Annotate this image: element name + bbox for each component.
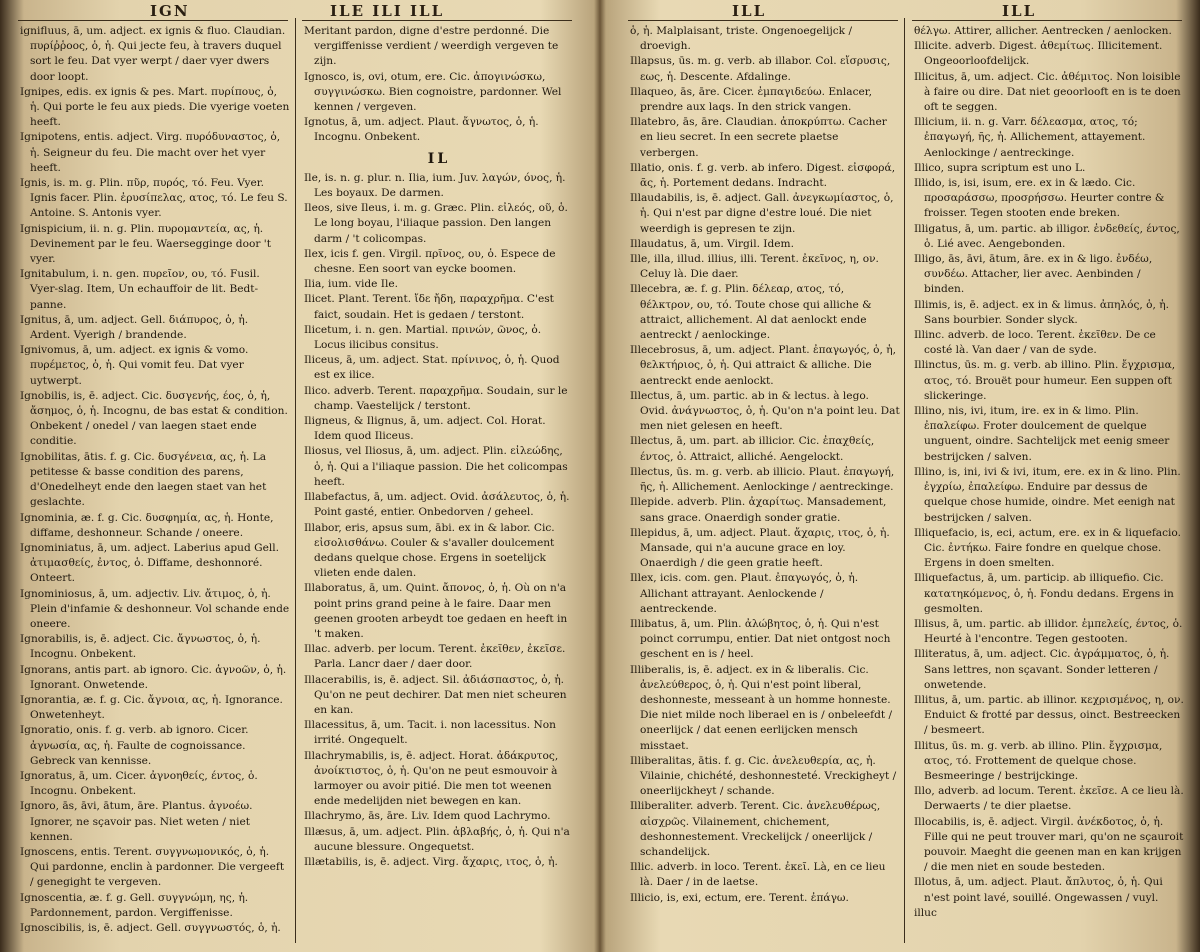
dictionary-entry: Ignominiatus, ā, um. adject. Laberius apud Gell. ἀτιμασθείς, ἐντος, ὁ. Diffame, deshonnoré. Onteert. [20,541,280,585]
dictionary-entry: Illapsus, ūs. m. g. verb. ab illabor. Col. εἴσρυσις, εως, ἡ. Descente. Afdalinge. [630,55,891,83]
dictionary-entry: Illigo, ās, āvi, ātum, āre. ex in & ligo. ἐνδέω, συνδέω. Attacher, lier avec. Aenbinden / binden. [914,253,1153,296]
dictionary-entry: Ignosco, is, ovi, otum, ere. Cic. ἀπογινώσκω, συγγινώσκω. Bien cognoistre, pardonner. Wel kennen / vergeven. [304,70,562,114]
header-rule [302,20,572,21]
dictionary-entry: Ignipotens, entis. adject. Virg. πυρόδυναστος, ὁ, ἡ. Seigneur du feu. Die macht over het vyer heeft. [20,131,281,174]
left-page-column-2 [304,24,574,950]
dictionary-entry: Illibatus, ā, um. Plin. ἀλώβητος, ὁ, ἡ. Qui n'est poinct corrumpu, entier. Dat niet ontgost noch geschent en is / heel. [630,617,891,661]
dictionary-entry: Illectus, ūs. m. g. verb. ab illicio. Plaut. ἐπαγωγή, ῆς, ἡ. Allichement. Aenlockinge / aentreckinge. [630,465,895,494]
dictionary-entry: Ignoratus, ā, um. Cicer. ἀγνοηθείς, έντος, ὁ. Incognu. Onbekent. [20,769,258,798]
dictionary-entry: Ignis, is. m. g. Plin. πῦρ, πυρός, τό. Feu. Vyer. Ignis facer. Plin. ἐρυσίπελας, ατος, τό. Le feu S. Antoine. S. Antonis vyer. [20,177,288,220]
left-page-header-left: IGN [150,2,190,20]
dictionary-entry: Illectus, ā, um. part. ab illicior. Cic. ἐπαχθείς, έντος, ὁ. Attraict, alliché. Aengelockt. [630,435,875,463]
dictionary-entry: Illacessitus, ā, um. Tacit. i. non lacessitus. Non irrité. Ongequelt. [304,719,556,747]
dictionary-entry: Ilico. adverb. Terent. παραχρῆμα. Soudain, sur le champ. Vaestelijck / terstont. [304,384,568,412]
dictionary-entry: Illisus, ā, um. partic. ab illidor. ἐμπελείς, έντος, ὁ. Heurté à l'encontre. Tegen gestooten. [914,617,1183,646]
dictionary-entry: Ilicet. Plant. Terent. ἴδε ἤδη, παραχρῆμα. C'est faict, soudain. Het is gedaen / terstont. [304,293,554,321]
dictionary-entry: Illabefactus, ā, um. adject. Ovid. ἀσάλευτος, ὁ, ἡ. Point gasté, entier. Onbedorven / geheel. [304,491,570,519]
dictionary-entry: Ilicetum, i. n. gen. Martial. πρινών, ῶνος, ὁ. Locus ilicibus consitus. [304,323,542,352]
right-page-header-right: ILL [1002,2,1037,20]
dictionary-entry: Illo, adverb. ad locum. Terent. ἐκεῖσε. A ce lieu là. Derwaerts / te dier plaetse. [914,785,1184,813]
right-page-column-2 [914,24,1184,950]
dictionary-entry: θέλγω. Attirer, allicher. Aentrecken / aenlocken. [914,25,1172,37]
dictionary-entry: Ignispicium, ii. n. g. Plin. πυρομαντεία, ας, ἡ. Devinement par le feu. Waersegginge door 't vyer. [20,222,271,266]
dictionary-entry: Ignivomus, ā, um. adject. ex ignis & vomo. πυρέμετος, ὁ, ἡ. Qui vomit feu. Dat vyer uytwerpt. [20,344,249,387]
dictionary-entry: Ille, illa, illud. illius, illi. Terent. ἐκεῖνος, η, ον. Celuy là. Die daer. [630,253,879,281]
right-page [602,0,1200,952]
dictionary-entry: Ignoscentia, æ. f. g. Gell. συγγνώμη, ης, ἡ. Pardonnement, pardon. Vergiffenisse. [20,891,249,919]
dictionary-entry: Illic. adverb. in loco. Terent. ἐκεῖ. Là, en ce lieu là. Daer / in de laetse. [630,861,886,889]
dictionary-entry: Illabor, eris, apsus sum, ābi. ex in & labor. Cic. εἰσολισθάνω. Couler & s'avaller doulcement dedans quelque chose. Ergens in soetelijck vlieten ende dalen. [304,521,555,580]
dictionary-entry: Ile, is. n. g. plur. n. Ilia, ium. Juv. λαγών, όνος, ἡ. Les boyaux. De darmen. [304,171,566,200]
dictionary-entry: Ignitabulum, i. n. gen. πυρεῖον, ου, τό. Fusil. Vyer-slag. Item, Un echauffoir de lit. Bedt-panne. [20,268,260,311]
dictionary-entry: Illatio, onis. f. g. verb. ab infero. Digest. εἰσφορά, ᾶς, ἡ. Portement dedans. Indracht. [630,161,896,190]
dictionary-entry: Illaudatus, ā, um. Virgil. Idem. [630,237,794,250]
dictionary-entry: illuc [914,906,937,919]
dictionary-entry: ignifluus, ā, um. adject. ex ignis & fluo. Claudian. πυρίῤῥοος, ὁ, ἡ. Qui jecte feu, à travers duquel sort le feu. Dat vyer werpt / daer vyer dwers door loopt. [20,25,286,83]
dictionary-entry: Illepidus, ā, um. adject. Plaut. ἄχαρις, ιτος, ὁ, ἡ. Mansade, qui n'a aucune grace en loy. Onaerdigh / die geen gratie heeft. [630,526,890,570]
dictionary-entry: Ileos, sive Ileus, i. m. g. Græc. Plin. εἰλεός, οῦ, ὁ. Le long boyau, l'iliaque passion. Den langen darm / 't colicompas. [304,202,568,245]
dictionary-entry: Illitus, ūs. m. g. verb. ab illino. Plin. ἔγχρισμα, ατος, τό. Frottement de quelque chose. Besmeeringe / bestrijckinge. [914,739,1163,782]
column-divider [295,18,296,943]
dictionary-entry: Ignoratio, onis. f. g. verb. ab ignoro. Cicer. ἀγνωσία, ας, ἡ. Faulte de cognoissance. Gebreck van kennisse. [20,724,249,767]
dictionary-entry: Illido, is, isi, isum, ere. ex in & lædo. Cic. προσαράσσω, προσρήσσω. Heurter contre & froisser. Tegen stooten ende breken. [914,177,1165,220]
dictionary-entry: Illicite. adverb. Digest. ἀθεμίτως. Illicitement. Ongeoorloofdelijck. [914,40,1163,68]
dictionary-entry: Ilex, icis f. gen. Virgil. πρῖνος, ου, ὁ. Espece de chesne. Een soort van eycke boomen. [304,247,556,276]
dictionary-entry: Illacerabilis, is, ē. adject. Sil. ἀδιάσπαστος, ὁ, ἡ. Qu'on ne peut dechirer. Dat men niet scheuren en kan. [304,673,567,716]
left-page-column-1 [20,24,290,950]
left-page-header-right: ILE ILI ILL [330,2,445,20]
dictionary-entry: Ignoscibilis, is, ē. adject. Gell. συγγνωστός, ὁ, ἡ. [20,921,281,934]
dictionary-entry: Illitus, ā, um. partic. ab illinor. κεχρισμένος, η, ον. Enduict & frotté par dessus, oinct. Bestreecken / besmeert. [914,693,1184,737]
dictionary-entry: Illino, is, ini, ivi & ivi, itum, ere. ex in & lino. Plin. ἐγχρίω, ἐπαλείφω. Enduire par dessus de quelque chose humide, oindre. Met eenigh nat bestrijcken / salven. [914,465,1181,524]
dictionary-entry: Illætabilis, is, ē. adject. Virg. ἄχαρις, ιτος, ὁ, ἡ. [304,855,558,868]
dictionary-entry: Illico, supra scriptum est uno L. [914,161,1086,174]
dictionary-entry: Iligneus, & Ilignus, ā, um. adject. Col. Horat. Idem quod Iliceus. [304,415,546,443]
dictionary-entry: Illaboratus, ā, um. Quint. ἄπονος, ὁ, ἡ. Où on n'a point prins grand peine à le faire. Daar men geenen grooten arbeydt toe gedaen en heeft in 't maken. [304,582,568,640]
dictionary-entry: Illiberalis, is, ē. adject. ex in & liberalis. Cic. ἀνελεύθερος, ὁ, ἡ. Qui n'est point liberal, deshonneste, messeant à un homme honneste. Die niet milde noch liberael en is / onbeleefdt / oneerlijck / dat eenen eerlijcken mensch misstaet. [630,663,893,752]
dictionary-entry: Illinctus, ūs. m. g. verb. ab illino. Plin. ἔγχρισμα, ατος, τό. Brouët pour humeur. Een suppen oft slickeringe. [914,359,1176,402]
dictionary-entry: Illaudabilis, is, ē. adject. Gall. ἀνεγκωμίαστος, ὁ, ἡ. Qui n'est par digne d'estre loué. Die niet weerdigh is gepresen te zijn. [630,192,894,235]
dictionary-entry: Illex, icis. com. gen. Plaut. ἐπαγωγός, ὁ, ἡ. Allichant attrayant. Aenlockende / aentreckende. [630,572,859,615]
left-page [0,0,598,952]
dictionary-entry: Illinc. adverb. de loco. Terent. ἐκεῖθεν. De ce costé là. Van daer / van de syde. [914,329,1156,357]
dictionary-entry: Illiquefacio, is, eci, actum, ere. ex in & liquefacio. Cic. ἐντήκω. Faire fondre en quelque chose. Ergens in doen smelten. [914,526,1181,570]
dictionary-entry: Iliceus, ā, um. adject. Stat. πρίνινος, ὁ, ἡ. Quod est ex ilice. [304,354,560,382]
dictionary-entry: Illiberalitas, ātis. f. g. Cic. ἀνελευθερία, ας, ἡ. Vilainie, chichété, deshonnesteté. Vreckigheyt / oneerlijckheyt / schande. [630,754,897,798]
dictionary-entry: Ignominia, æ. f. g. Cic. δυσφημία, ας, ἡ. Honte, diffame, deshonneur. Schande / oneere. [20,511,274,539]
dictionary-entry: Illigatus, ā, um. partic. ab illigor. ἐνδεθείς, έντος, ὁ. Lié avec. Aengebonden. [914,222,1180,250]
header-rule [628,20,898,21]
dictionary-entry: ὁ, ἡ. Malplaisant, triste. Ongenoegelijck / droevigh. [630,25,853,53]
dictionary-entry: Illiteratus, ā, um. adject. Cic. ἀγράμματος, ὁ, ἡ. Sans lettres, non sçavant. Sonder letteren / onwetende. [914,648,1170,691]
dictionary-entry: Ilia, ium. vide Ile. [304,278,399,291]
dictionary-entry: Illaqueo, ās, āre. Cicer. ἐμπαγιδεύω. Enlacer, prendre aux laqs. In den strick vangen. [630,85,873,114]
dictionary-entry: Illecebrosus, ā, um. adject. Plant. ἐπαγωγός, ὁ, ἡ, θελκτήριος, ὁ, ἡ. Qui attraict & alliche. Die aentreckt ende aenlockt. [630,344,896,387]
dictionary-entry: Illachrymabilis, is, ē. adject. Horat. ἀδάκρυτος, ἀνοίκτιστος, ὁ, ἡ. Qu'on ne peut esmouvoir à larmoyer ou avoir pitié. Die men tot weenen ende medelijden niet bewegen en kan. [304,749,559,808]
dictionary-entry: Illachrymo, ās, āre. Liv. Idem quod Lachrymo. [304,810,551,823]
dictionary-entry: Ignobilitas, ātis. f. g. Cic. δυσγένεια, ας, ἡ. La petitesse & basse condition des parens, d'Onedelheyt ende den laegen staet van het geslachte. [20,450,267,509]
dictionary-entry: Illæsus, ā, um. adject. Plin. ἀβλαβής, ὁ, ἡ. Qui n'a aucune blessure. Ongequetst. [304,825,570,853]
dictionary-entry: Illimis, is, ē. adject. ex in & limus. ἀπηλός, ὁ, ἡ. Sans bourbier. Sonder slyck. [914,298,1169,326]
dictionary-entry: Illectus, ā, um. partic. ab in & lectus. à lego. Ovid. ἀνάγνωστος, ὁ, ἡ. Qu'on n'a point leu. Dat men niet gelesen en heeft. [630,389,900,433]
dictionary-entry: Illotus, ā, um. adject. Plaut. ἄπλυτος, ὁ, ἡ. Qui n'est point lavé, souillé. Ongewassen / vuyl. [914,876,1163,904]
dictionary-entry: Meritant pardon, digne d'estre perdonné. Die vergiffenisse verdient / weerdigh vergeven te zijn. [304,25,559,68]
dictionary-entry: Illocabilis, is, ē. adject. Virgil. ἀνέκδοτος, ὁ, ἡ. Fille qui ne peut trouver mari, qu'on ne sçauroit pouvoir. Maeght die geenen man en kan krijgen / die men niet en soude besteden. [914,815,1184,874]
dictionary-entry: Ignominiosus, ā, um. adjectiv. Liv. ἄτιμος, ὁ, ἡ. Plein d'infamie & deshonneur. Vol schande ende oneere. [20,587,290,630]
dictionary-entry: Ignoscens, entis. Terent. συγγνωμονικός, ὁ, ἡ. Qui pardonne, enclin à pardonner. Die vergeeft / genegight te vergeven. [20,845,285,889]
dictionary-entry: Illecebra, æ. f. g. Plin. δέλεαρ, ατος, τό, θέλκτρον, ου, τό. Toute chose qui alliche & attraict, allichement. Al dat aenlockt ende aentreckt / aenlockinge. [630,283,872,342]
dictionary-entry: Ignobilis, is, ē. adject. Cic. δυσγενής, έος, ὁ, ἡ, ἄσημος, ὁ, ἡ. Incognu, de bas estat & condition. Onbekent / onedel / van laegen staet ende conditie. [20,389,288,448]
dictionary-entry: Ignipes, edis. ex ignis & pes. Mart. πυρίπους, ὁ, ἡ. Qui porte le feu aux pieds. Die vyerige voeten heeft. [20,85,290,129]
column-divider [904,18,905,943]
dictionary-entry: Illepide. adverb. Plin. ἀχαρίτως. Mansadement, sans grace. Onaerdigh sonder gratie. [630,496,887,524]
dictionary-entry: Illac. adverb. per locum. Terent. ἐκεῖθεν, ἐκεῖσε. Parla. Lancr daer / daer door. [304,643,566,671]
dictionary-entry: Illiquefactus, ā, um. particip. ab illiquefio. Cic. κατατηκόμενος, ὁ, ἡ. Fondu dedans. Ergens in gesmolten. [914,572,1174,615]
dictionary-entry: Ignorans, antis part. ab ignoro. Cic. ἀγνοῶν, ὁ, ἡ. Ignorant. Onwetende. [20,663,287,691]
dictionary-entry: Illatebro, ās, āre. Claudian. ἀποκρύπτω. Cacher en lieu secret. In een secrete plaetse verbergen. [630,116,887,159]
dictionary-entry: Ignotus, ā, um. adject. Plaut. ἄγνωτος, ὁ, ἡ. Incognu. Onbekent. [304,116,539,144]
header-rule [18,20,288,21]
dictionary-entry: Ignitus, ā, um. adject. Gell. διάπυρος, ὁ, ἡ. Ardent. Vyerigh / brandende. [20,313,249,342]
dictionary-entry: Iliosus, vel Iliosus, ā, um. adject. Plin. εἰλεώδης, ὁ, ἡ. Qui a l'iliaque passion. Die het colicompas heeft. [304,445,568,488]
dictionary-entry: Illicio, is, exi, ectum, ere. Terent. ἐπάγω. [630,891,849,904]
dictionary-entry: Ignoro, ās, āvi, ātum, āre. Plantus. ἀγνοέω. Ignorer, ne sçavoir pas. Niet weten / niet kennen. [20,800,253,843]
right-page-header-left: ILL [732,2,767,20]
dictionary-entry: Illiberaliter. adverb. Terent. Cic. ἀνελευθέρως, αἰσχρῶς. Vilainement, chichement, deshonnestement. Vreckelijck / oneerlijck / schandelijck. [630,800,881,858]
right-page-column-1 [630,24,900,950]
header-rule [912,20,1182,21]
dictionary-entry: Illicium, ii. n. g. Varr. δέλεασμα, ατος, τό; ἐπαγωγή, ῆς, ἡ. Allichement, attayement. Aenlockinge / aentreckinge. [914,116,1146,159]
dictionary-entry: Illino, nis, ivi, itum, ire. ex in & limo. Plin. ἐπαλείφω. Froter doulcement de quelque unguent, oindre. Sachtelijck met eenig smeer bestrijcken / salven. [914,405,1170,463]
dictionary-entry: Ignorabilis, is, ē. adject. Cic. ἄγνωστος, ὁ, ἡ. Incognu. Onbekent. [20,633,261,661]
section-heading: IL [427,150,451,167]
dictionary-entry: Illicitus, ā, um. adject. Cic. ἀθέμιτος. Non loisible à faire ou dire. Dat niet geoorlooft en is te doen oft te seggen. [914,70,1181,114]
dictionary-entry: Ignorantia, æ. f. g. Cic. ἄγνοια, ας, ἡ. Ignorance. Onwetenheyt. [20,693,283,722]
